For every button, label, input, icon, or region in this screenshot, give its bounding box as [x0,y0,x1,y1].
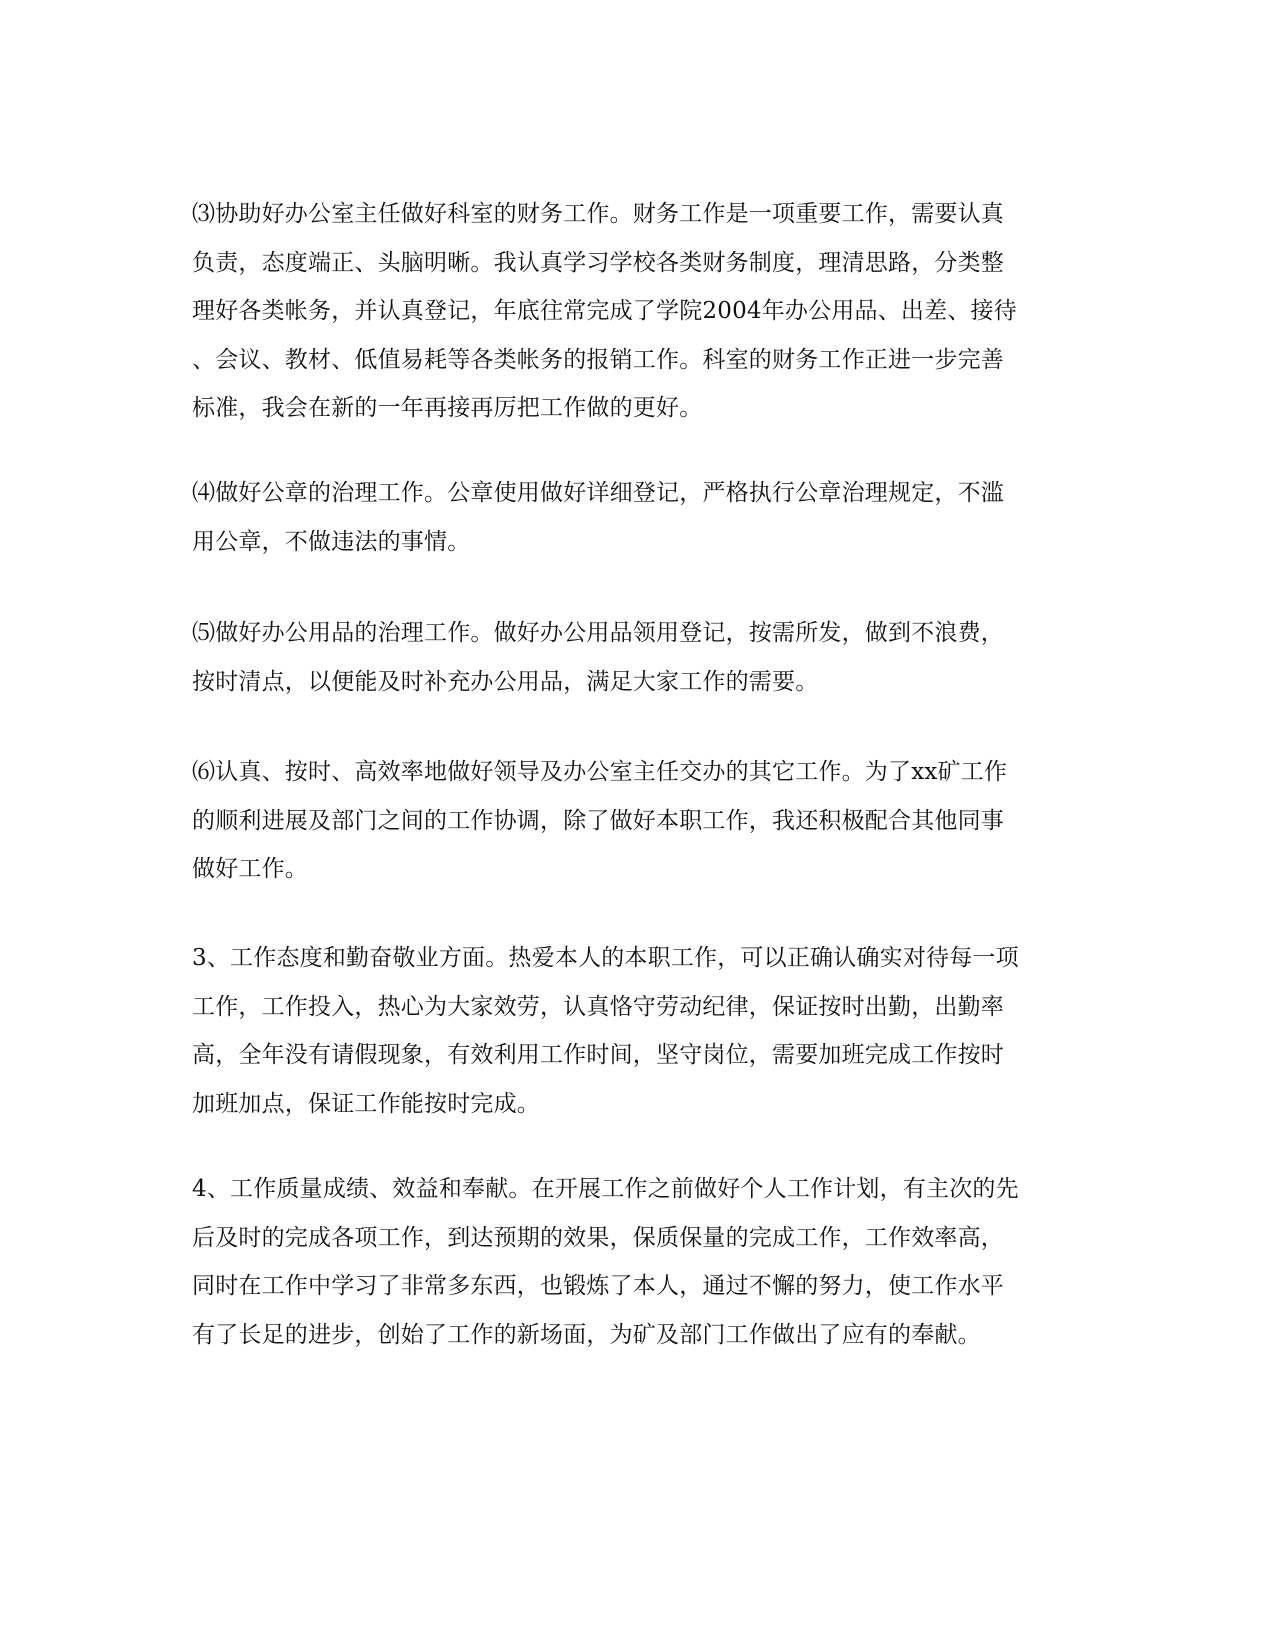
paragraph-line: 做好工作。 [192,856,308,882]
paragraph-line: 同时在工作中学习了非常多东西，也锻炼了本人，通过不懈的努力，使工作水平 [192,1273,1004,1299]
paragraph-line: 用公章，不做违法的事情。 [192,528,471,555]
paragraph-line: 高，全年没有请假现象，有效利用工作时间，坚守岗位，需要加班完成工作按时 [192,1042,1004,1068]
paragraph-line: 3、工作态度和勤奋敬业方面。热爱本人的本职工作，可以正确认确实对待每一项 [192,945,1019,971]
paragraph-line: 标准，我会在新的一年再接再厉把工作做的更好。 [192,395,703,421]
paragraph-line: 理好各类帐务，并认真登记，年底往常完成了学院2004年办公用品、出差、接待 [192,298,1017,324]
paragraph-line: 有了长足的进步，创始了工作的新场面，为矿及部门工作做出了应有的奉献。 [192,1321,981,1348]
paragraph-line: 后及时的完成各项工作，到达预期的效果，保质保量的完成工作，工作效率高， [192,1224,1004,1251]
paragraph-line: 工作，工作投入，热心为大家效劳，认真恪守劳动纪律，保证按时出勤，出勤率 [192,993,1004,1020]
paragraph-work-quality [192,1165,1082,1359]
paragraph-line: 的顺利进展及部门之间的工作协调，除了做好本职工作，我还积极配合其他同事 [192,807,1004,834]
paragraph-line: ⑷做好公章的治理工作。公章使用做好详细登记，严格执行公章治理规定，不滥 [192,480,1004,506]
paragraph-line: ⑹认真、按时、高效率地做好领导及办公室主任交办的其它工作。为了xx矿工作 [192,759,1008,785]
paragraph-other-tasks [192,748,1082,894]
paragraph-line: ⑸做好办公用品的治理工作。做好办公用品领用登记，按需所发，做到不浪费， [192,620,1004,646]
paragraph-line: 按时清点，以便能及时补充办公用品，满足大家工作的需要。 [192,668,819,695]
paragraph-line: 4、工作质量成绩、效益和奉献。在开展工作之前做好个人工作计划，有主次的先 [192,1176,1019,1202]
paragraph-line: 、会议、教材、低值易耗等各类帐务的报销工作。科室的财务工作正进一步完善 [192,346,1004,373]
paragraph-seal-management [192,469,1082,566]
paragraph-line: ⑶协助好办公室主任做好科室的财务工作。财务工作是一项重要工作，需要认真 [192,201,1004,227]
paragraph-finance-work [192,190,1082,433]
paragraph-line: 负责，态度端正、头脑明晰。我认真学习学校各类财务制度，理清思路，分类整 [192,249,1004,276]
paragraph-work-attitude [192,934,1082,1128]
paragraph-office-supplies [192,609,1082,706]
paragraph-line: 加班加点，保证工作能按时完成。 [192,1090,540,1117]
